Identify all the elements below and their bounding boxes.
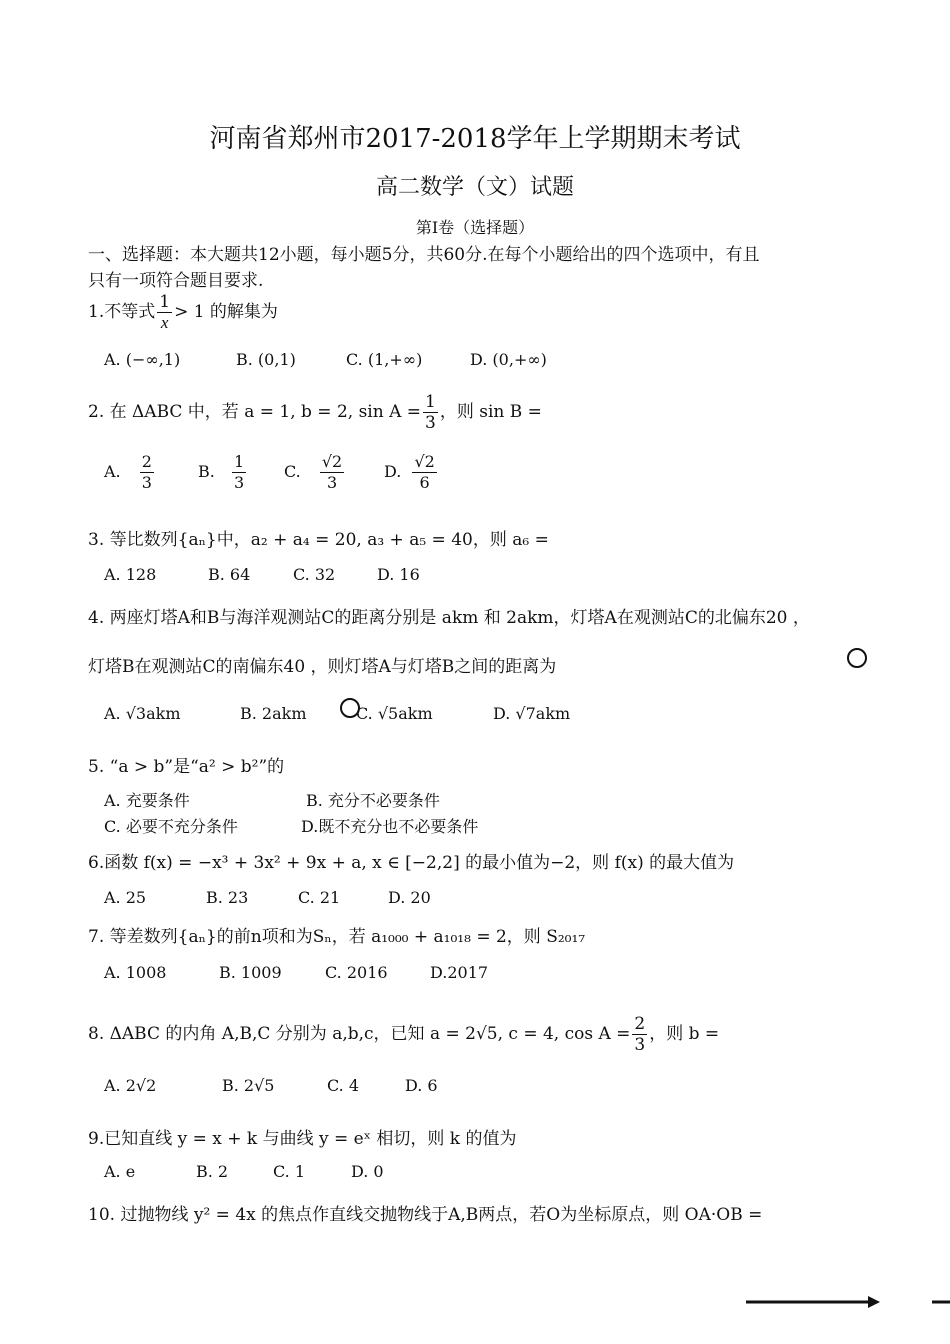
question-1-frac-den: x — [160, 313, 169, 332]
question-6-option-a[interactable]: A. 25 — [104, 888, 147, 907]
question-8-option-b[interactable]: B. 2√5 — [222, 1076, 275, 1095]
section-intro-line-2: 只有一项符合题目要求. — [88, 271, 264, 291]
question-2-option-d-den: 6 — [419, 473, 430, 492]
question-4-option-a[interactable]: A. √3akm — [104, 704, 181, 723]
exam-title: 河南省郑州市2017-2018学年上学期期末考试 — [209, 124, 741, 154]
question-2-text: 2. 在 ΔABC 中，若 a = 1, b = 2, sin A = — [88, 402, 422, 422]
question-2-frac-num: 1 — [425, 392, 436, 412]
question-2-option-c-frac — [320, 452, 344, 493]
question-6-option-d[interactable]: D. 20 — [388, 888, 431, 907]
question-2-option-c[interactable] — [284, 452, 346, 493]
question-5-option-b[interactable]: B. 充分不必要条件 — [306, 791, 440, 810]
question-2-option-b-label: B. — [198, 462, 215, 481]
question-4-line-2: 灯塔B在观测站C的南偏东40 ，则灯塔A与灯塔B之间的距离为 — [88, 657, 557, 677]
question-3: 3. 等比数列{aₙ}中，a₂ + a₄ = 20, a₃ + a₅ = 40，则 a₆ = — [88, 530, 549, 550]
question-2-option-d[interactable] — [384, 452, 439, 493]
question-2-option-a-label: A. — [104, 462, 121, 481]
question-9-option-b[interactable]: B. 2 — [196, 1162, 229, 1181]
question-4-option-c[interactable]: C. √5akm — [356, 704, 433, 723]
question-8-text: 8. ΔABC 的内角 A,B,C 分别为 a,b,c，已知 a = 2√5, c = 4, cos A = — [88, 1024, 631, 1044]
question-2-option-a[interactable] — [104, 452, 156, 493]
question-8-option-c[interactable]: C. 4 — [327, 1076, 360, 1095]
exam-subtitle: 高二数学（文）试题 — [375, 175, 574, 200]
question-7-option-c[interactable]: C. 2016 — [325, 963, 388, 982]
question-4-line-1: 4. 两座灯塔A和B与海洋观测站C的距离分别是 akm 和 2akm，灯塔A在观测站C的北偏东20 ， — [88, 608, 810, 628]
question-3-option-d[interactable]: D. 16 — [377, 565, 420, 584]
question-1-prefix: 1.不等式 — [88, 302, 156, 322]
question-8-frac-num: 2 — [634, 1014, 646, 1034]
question-1-option-a[interactable]: A. (−∞,1) — [104, 350, 181, 369]
question-6-option-b[interactable]: B. 23 — [206, 888, 249, 907]
question-1-option-d[interactable]: D. (0,+∞) — [470, 350, 547, 369]
question-1-frac-num: 1 — [159, 292, 171, 312]
question-5-option-a[interactable]: A. 充要条件 — [104, 791, 190, 810]
question-8-option-a[interactable]: A. 2√2 — [104, 1076, 157, 1095]
question-3-option-c[interactable]: C. 32 — [293, 565, 336, 584]
vector-arrow-icon — [740, 1290, 950, 1314]
question-2-frac-den: 3 — [425, 413, 436, 433]
volume-heading: 第Ⅰ卷（选择题） — [415, 218, 535, 237]
question-2-option-c-label: C. — [284, 462, 301, 481]
question-2-option-b[interactable] — [198, 452, 248, 493]
question-2-fraction — [423, 392, 438, 433]
question-7-option-d[interactable]: D.2017 — [430, 963, 489, 982]
question-9-option-d[interactable]: D. 0 — [351, 1162, 384, 1181]
question-2-option-c-den: 3 — [326, 473, 338, 492]
question-8-fraction — [632, 1014, 647, 1055]
question-7-option-a[interactable]: A. 1008 — [104, 963, 167, 982]
question-4-option-b[interactable]: B. 2akm — [240, 704, 307, 723]
question-1 — [88, 292, 278, 333]
question-2-option-d-label: D. — [384, 462, 402, 481]
question-5-option-d[interactable]: D.既不充分也不必要条件 — [301, 817, 479, 836]
question-2-option-b-den: 3 — [233, 473, 245, 492]
question-1-option-b[interactable]: B. (0,1) — [236, 350, 296, 369]
question-5: 5. “a > b”是“a² > b²”的 — [88, 757, 285, 777]
question-10: 10. 过抛物线 y² = 4x 的焦点作直线交抛物线于A,B两点，若O为坐标原点，则 OA·OB = — [88, 1205, 763, 1225]
question-2-suffix: ，则 sin B = — [439, 402, 542, 422]
question-4-option-d[interactable]: D. √7akm — [493, 704, 571, 723]
circle-mark — [847, 648, 867, 668]
question-8-suffix: ，则 b = — [649, 1024, 720, 1044]
question-6: 6.函数 f(x) = −x³ + 3x² + 9x + a, x ∈ [−2,2] 的最小值为−2，则 f(x) 的最大值为 — [88, 853, 735, 873]
question-3-option-b[interactable]: B. 64 — [208, 565, 251, 584]
question-6-option-c[interactable]: C. 21 — [298, 888, 341, 907]
question-8 — [88, 1014, 719, 1055]
question-2-option-b-frac — [232, 452, 246, 493]
question-2-option-c-num: √2 — [321, 452, 343, 471]
question-1-fraction — [157, 292, 172, 333]
question-1-suffix: > 1 的解集为 — [174, 302, 278, 322]
question-9: 9.已知直线 y = x + k 与曲线 y = eˣ 相切，则 k 的值为 — [88, 1129, 517, 1149]
question-2 — [88, 392, 542, 433]
question-8-frac-den: 3 — [634, 1035, 646, 1055]
question-1-option-c[interactable]: C. (1,+∞) — [346, 350, 423, 369]
question-2-option-a-frac — [140, 452, 154, 493]
question-9-option-c[interactable]: C. 1 — [273, 1162, 306, 1181]
question-7: 7. 等差数列{aₙ}的前n项和为Sₙ，若 a₁₀₀₀ + a₁₀₁₈ = 2，则 S₂₀₁₇ — [88, 927, 586, 947]
question-2-option-d-num: √2 — [414, 452, 435, 471]
section-intro-line-1: 一、选择题：本大题共12小题，每小题5分，共60分.在每个小题给出的四个选项中，有且 — [88, 245, 760, 265]
question-2-option-d-frac — [412, 452, 436, 493]
question-8-option-d[interactable]: D. 6 — [405, 1076, 438, 1095]
question-2-option-b-num: 1 — [233, 452, 245, 471]
question-2-option-a-num: 2 — [141, 452, 152, 471]
question-3-option-a[interactable]: A. 128 — [104, 565, 157, 584]
question-5-option-c[interactable]: C. 必要不充分条件 — [104, 817, 238, 836]
question-2-option-a-den: 3 — [141, 473, 152, 492]
question-7-option-b[interactable]: B. 1009 — [219, 963, 282, 982]
question-9-option-a[interactable]: A. e — [104, 1162, 136, 1181]
